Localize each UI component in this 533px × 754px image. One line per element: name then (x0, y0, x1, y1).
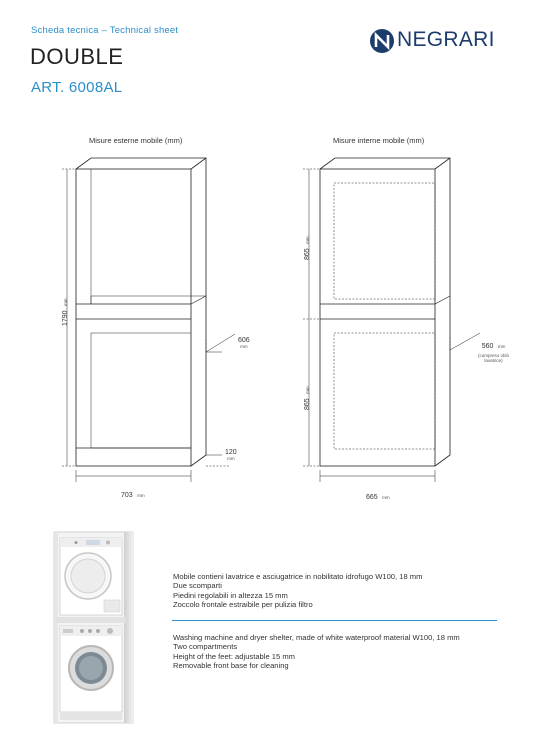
description-en-line: Height of the feet: adjustable 15 mm (173, 651, 295, 661)
article-number: ART. 6008AL (31, 79, 123, 96)
external-depth-label: 606 mm (238, 337, 250, 349)
external-cabinet-drawing (76, 158, 206, 466)
logo-text: NEGRARI (397, 28, 495, 51)
description-it-line: Zoccolo frontale estraibile per pulizia filtro (173, 600, 313, 610)
internal-dims-caption: Misure interne mobile (mm) (333, 136, 425, 145)
internal-depth-label: 560 mm (compreso oblò lavatrice) (478, 343, 510, 363)
external-height-label: 1790 mm (62, 298, 69, 326)
internal-cabinet-drawing (320, 158, 450, 466)
description-en-line: Removable front base for cleaning (173, 661, 289, 671)
external-dimension-lines (62, 169, 235, 482)
description-it-line: Due scomparti (173, 581, 222, 591)
external-dims-caption: Misure esterne mobile (mm) (89, 136, 183, 145)
description-it-line: Piedini regolabili in altezza 15 mm (173, 590, 288, 600)
internal-dimension-lines (303, 169, 480, 482)
sheet-subtitle: Scheda tecnica – Technical sheet (31, 25, 179, 36)
description-english (173, 633, 460, 671)
product-photo (52, 530, 135, 725)
description-it-line: Mobile contieni lavatrice e asciugatrice in nobilitato idrofugo W100, 18 mm (173, 572, 423, 581)
description-en-line: Two compartments (173, 642, 238, 652)
upper-compartment-label: 865 mm (304, 236, 311, 260)
product-title: DOUBLE (30, 44, 124, 69)
internal-width-label: 665 mm (366, 494, 390, 501)
description-divider (172, 620, 497, 621)
lower-compartment-label: 865 mm (304, 386, 311, 410)
external-width-label: 703 mm (121, 492, 145, 499)
description-italian (173, 572, 422, 610)
base-height-label: 120 mm (225, 449, 237, 461)
description-en-line: Washing machine and dryer shelter, made of white waterproof material W100, 18 mm (173, 633, 460, 642)
